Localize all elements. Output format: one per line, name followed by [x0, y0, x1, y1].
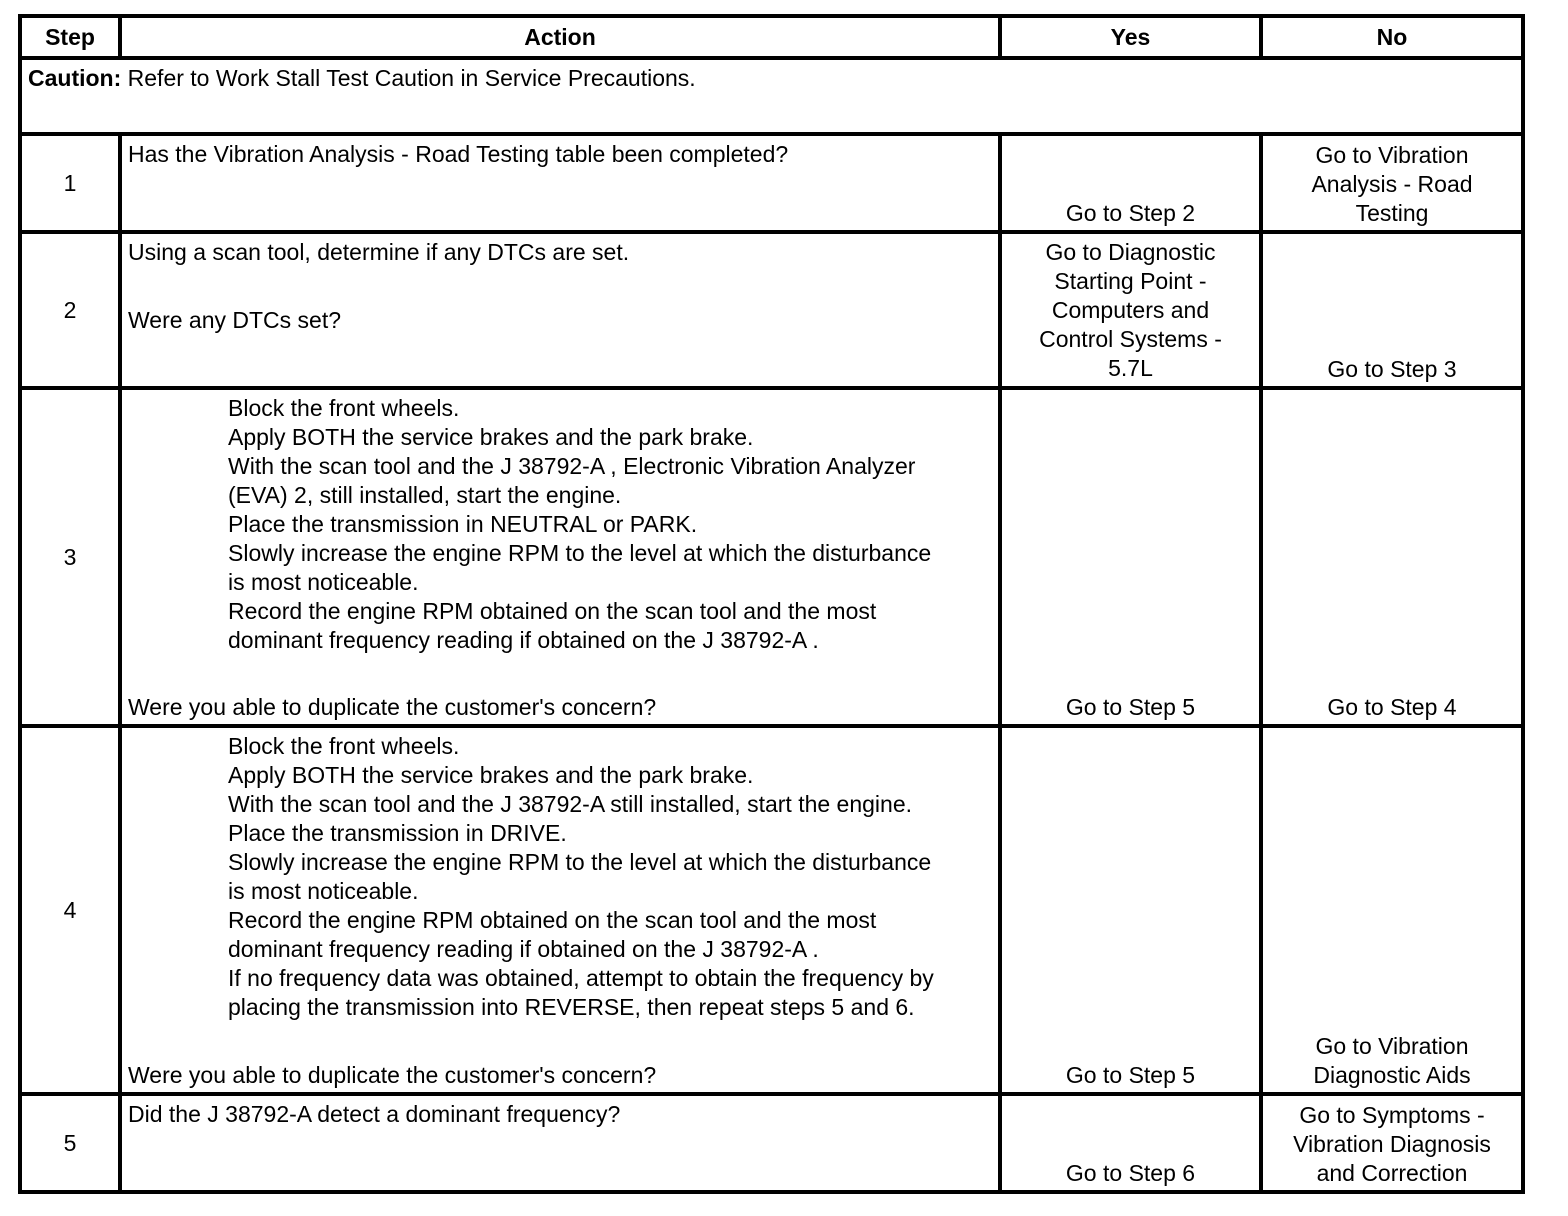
substep: (EVA) 2, still installed, start the engine. [228, 482, 622, 508]
step-number: 1 [20, 134, 120, 232]
substep: Apply BOTH the service brakes and the park brake. [228, 762, 754, 788]
substep: With the scan tool and the J 38792-A still installed, start the engine. [228, 791, 913, 817]
yes-link[interactable]: Go to Step 6 [1065, 1160, 1196, 1186]
no-link-line: Go to Vibration [1315, 1033, 1469, 1059]
substep: Record the engine RPM obtained on the scan tool and the most [228, 907, 877, 933]
yes-cell [1000, 1094, 1261, 1192]
caution-label: Caution: [28, 65, 122, 91]
no-cell [1261, 134, 1523, 232]
step-number: 5 [20, 1094, 120, 1192]
substep-list [128, 732, 992, 1022]
header-yes: Yes [1000, 16, 1261, 58]
yes-cell [1000, 726, 1261, 1094]
header-step: Step [20, 16, 120, 58]
caution-row [20, 58, 1523, 134]
action-question: Were you able to duplicate the customer's concern? [128, 694, 657, 720]
step-number: 2 [20, 232, 120, 388]
no-link[interactable] [1263, 1101, 1521, 1188]
substep: Apply BOTH the service brakes and the park brake. [228, 424, 754, 450]
no-cell [1261, 388, 1523, 726]
no-link[interactable] [1263, 1032, 1521, 1090]
no-link-line: Analysis - Road [1311, 171, 1473, 197]
header-no: No [1261, 16, 1523, 58]
step-number: 3 [20, 388, 120, 726]
yes-cell [1000, 388, 1261, 726]
action-line: Did the J 38792-A detect a dominant frequency? [128, 1101, 621, 1127]
yes-link-line: 5.7L [1108, 355, 1153, 381]
no-link[interactable]: Go to Step 4 [1327, 694, 1457, 720]
step-row-1 [20, 134, 1523, 232]
yes-link[interactable]: Go to Step 2 [1065, 200, 1196, 226]
substep: Place the transmission in NEUTRAL or PARK. [228, 511, 698, 537]
no-link-line: and Correction [1316, 1160, 1468, 1186]
substep: dominant frequency reading if obtained on the J 38792-A . [228, 627, 819, 653]
substep: Slowly increase the engine RPM to the level at which the disturbance [228, 849, 932, 875]
action-cell [120, 232, 1000, 388]
step-row-4 [20, 726, 1523, 1094]
step-number: 4 [20, 726, 120, 1094]
no-link[interactable] [1263, 141, 1521, 228]
yes-cell [1000, 232, 1261, 388]
substep: Block the front wheels. [228, 395, 460, 421]
action-line: Has the Vibration Analysis - Road Testing table been completed? [128, 141, 789, 167]
action-cell [120, 726, 1000, 1094]
yes-link[interactable]: Go to Step 5 [1065, 694, 1196, 720]
no-link-line: Diagnostic Aids [1313, 1062, 1471, 1088]
step-row-5 [20, 1094, 1523, 1192]
step-row-2 [20, 232, 1523, 388]
no-link-line: Vibration Diagnosis [1293, 1131, 1491, 1157]
header-row [20, 16, 1523, 58]
no-link-line: Go to Vibration [1315, 142, 1469, 168]
action-spacer [128, 267, 992, 306]
substep: Record the engine RPM obtained on the scan tool and the most [228, 598, 877, 624]
substep: dominant frequency reading if obtained on the J 38792-A . [228, 936, 819, 962]
yes-link-line: Go to Diagnostic [1045, 239, 1216, 265]
yes-link-line: Computers and [1051, 297, 1210, 323]
substep: is most noticeable. [228, 569, 419, 595]
substep-list [128, 394, 992, 655]
substep: Slowly increase the engine RPM to the level at which the disturbance [228, 540, 932, 566]
yes-link-line: Control Systems - [1039, 326, 1222, 352]
substep: Place the transmission in DRIVE. [228, 820, 567, 846]
no-cell [1261, 1094, 1523, 1192]
action-question: Were any DTCs set? [128, 307, 342, 333]
diagnostic-table [18, 14, 1525, 1194]
substep: is most noticeable. [228, 878, 419, 904]
yes-link-line: Starting Point - [1054, 268, 1207, 294]
substep: If no frequency data was obtained, attempt to obtain the frequency by [228, 965, 934, 991]
caution-text: Refer to Work Stall Test Caution in Service Precautions. [121, 65, 696, 91]
no-link-line: Go to Symptoms - [1299, 1102, 1485, 1128]
no-cell [1261, 232, 1523, 388]
yes-link[interactable] [1002, 238, 1259, 383]
no-cell [1261, 726, 1523, 1094]
action-cell [120, 388, 1000, 726]
step-row-3 [20, 388, 1523, 726]
no-link[interactable]: Go to Step 3 [1327, 356, 1457, 382]
caution-cell [20, 58, 1523, 134]
yes-cell [1000, 134, 1261, 232]
yes-link[interactable]: Go to Step 5 [1065, 1062, 1196, 1088]
header-action: Action [120, 16, 1000, 58]
substep: With the scan tool and the J 38792-A , Electronic Vibration Analyzer [228, 453, 916, 479]
action-cell [120, 1094, 1000, 1192]
action-cell [120, 134, 1000, 232]
action-line: Using a scan tool, determine if any DTCs are set. [128, 239, 630, 265]
substep: placing the transmission into REVERSE, then repeat steps 5 and 6. [228, 994, 915, 1020]
no-link-line: Testing [1355, 200, 1429, 226]
substep: Block the front wheels. [228, 733, 460, 759]
action-question: Were you able to duplicate the customer's concern? [128, 1062, 657, 1088]
